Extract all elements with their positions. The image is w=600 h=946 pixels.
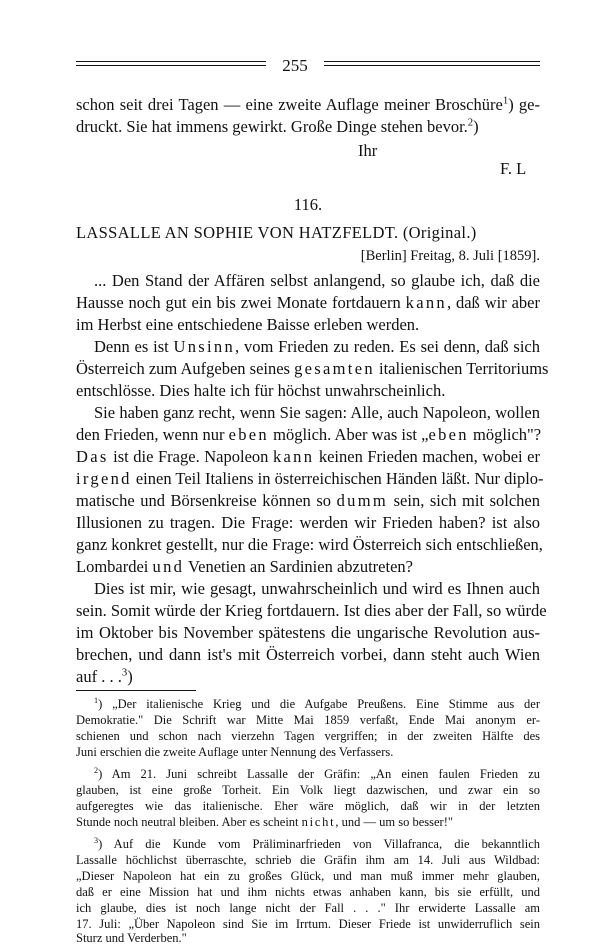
footnote-line: 17. Juli: „Über Napoleon sind Sie im Irrtum. Dieser Friede ist unwiderruflich sein — [76, 917, 540, 931]
running-header — [76, 56, 540, 82]
header-rule — [76, 65, 266, 66]
closing-ihr: Ihr — [358, 141, 378, 160]
footnote-ref: 3 — [121, 666, 128, 679]
footnote-line: ich glaube, dies ist noch lange nicht der Fall . . ." Ihr erwiderte Lassalle am — [76, 901, 540, 915]
text-line: entschlösse. Dies halte ich für höchst unwahrscheinlich. — [76, 381, 446, 400]
footnote-line: Lassalle höchlichst überraschte, schrieb die Gräfin ihm am 14. Juli aus Wildbad: — [76, 853, 540, 867]
text-line: Denn es ist Unsinn, vom Frieden zu reden. Es sei denn, daß sich — [94, 337, 540, 356]
footnote-line: $^1$) „Der italienische Krieg und die Aufgabe Preußens. Eine Stimme aus der — [94, 695, 540, 711]
footnote-line: Stunde noch neutral bleiben. Aber es scheint nicht, und — um so besser!" — [76, 815, 453, 829]
signature: F. L — [500, 159, 527, 178]
footnote-line: Juni erschien die zweite Auflage unter Nennung des Verfassers. — [76, 745, 394, 759]
footnote-line: Sturz und Verderben." — [76, 931, 187, 945]
text-line: auf . . .$^3$) — [76, 666, 133, 686]
footnote-line: schienen und schon nach vierzehn Tagen vergriffen; in der zweiten Hälfte des — [76, 729, 540, 743]
letter-number: 116. — [293, 195, 323, 214]
text-line: druckt. Sie hat immens gewirkt. Große Dinge stehen bevor.$^2$) — [76, 116, 479, 136]
text-line: Illusionen zu tragen. Die Frage: werden wir Frieden haben? ist also — [76, 513, 540, 532]
text-line: Lombardei und Venetien an Sardinien abzutreten? — [76, 557, 413, 576]
text-line: im Oktober bis November spätestens die ungarische Revolution aus- — [76, 623, 540, 642]
text-line: matische und Börsenkreise können so dumm sein, sich mit solchen — [76, 491, 540, 510]
text-line: brechen, und dann ist's mit Österreich vorbei, dann steht auch Wien — [76, 645, 540, 664]
header-rule — [324, 65, 540, 66]
footnote-line: $^2$) Am 21. Juni schreibt Lassalle der Gräfin: „An einen faulen Frieden zu — [94, 765, 540, 781]
footnote-line: $^3$) Auf die Kunde vom Präliminarfrieden von Villafranca, die bekanntlich — [94, 835, 540, 851]
page-number: 255 — [282, 56, 308, 75]
footnote-line: daß er eine Mission hat und ihm nichts etwas anhaben kann, bis sie erfüllt, und — [76, 885, 540, 899]
dateline: [Berlin] Freitag, 8. Juli [1859]. — [360, 248, 540, 264]
text-line: im Herbst eine entschiedene Baisse erleben werden. — [76, 315, 420, 334]
footnote-ref: 2 — [467, 116, 474, 129]
letter-title: LASSALLE AN SOPHIE VON HATZFELDT. (Original.) — [76, 223, 477, 242]
text-line: Hausse noch gut ein bis zwei Monate fortdauern kann, daß wir aber — [76, 293, 540, 312]
text-line: Das ist die Frage. Napoleon kann keinen Frieden machen, wobei er — [76, 447, 540, 466]
text-line: ... Den Stand der Affären selbst anlangend, so glaube ich, daß die — [94, 271, 540, 290]
footnote-separator — [76, 690, 196, 691]
text-line: Österreich zum Aufgeben seines gesamten italienischen Territoriums — [76, 359, 549, 378]
footnote-line: glauben, ist eine große Torheit. Ein Volk liegt dazwischen, und zwar ein so — [76, 783, 540, 797]
text-line: den Frieden, wenn nur eben möglich. Aber was ist „eben möglich"? — [76, 425, 542, 444]
text-line: ganz konkret gestellt, nur die Frage: wird Österreich sich entschließen, — [76, 535, 543, 554]
text-line: schon seit drei Tagen — eine zweite Auflage meiner Broschüre$^1$) ge- — [76, 94, 540, 114]
text-line: sein. Somit würde der Krieg fortdauern. Ist dies aber der Fall, so würde — [76, 601, 547, 620]
footnote-line: Demokratie." Die Schrift war Mitte Mai 1859 verfaßt, Ende Mai anonym er- — [76, 713, 540, 727]
text-line: Sie haben ganz recht, wenn Sie sagen: Alle, auch Napoleon, wollen — [94, 403, 540, 422]
text-line: Dies ist mir, wie gesagt, unwahrscheinlich und wird es Ihnen auch — [94, 579, 540, 598]
text-line: irgend einen Teil Italiens in österreichischen Händen läßt. Nur diplo- — [76, 469, 544, 488]
footnote-line: „Dieser Napoleon hat ein zu großes Glück, und man muß immer mehr glauben, — [76, 869, 540, 883]
footnote-line: aufgeregtes wie das italienische. Eher wäre möglich, daß wir in der letzten — [76, 799, 540, 813]
footnote-ref: 1 — [502, 94, 509, 107]
header-rule — [76, 61, 266, 62]
header-rule — [324, 61, 540, 62]
